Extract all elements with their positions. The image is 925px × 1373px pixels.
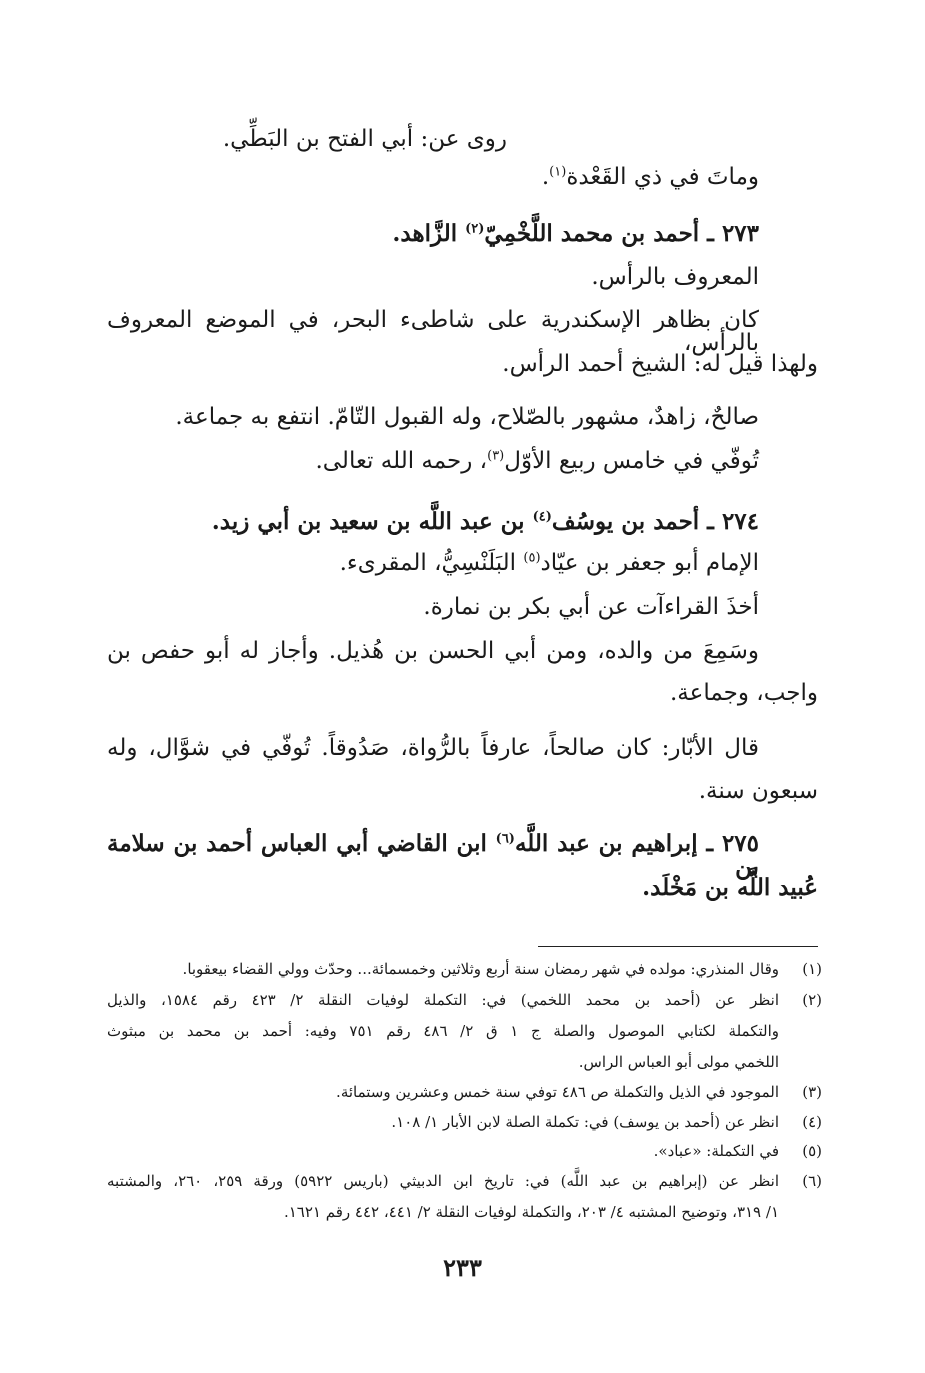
- footnote-ref: (٢): [465, 221, 485, 237]
- footnote-number: (٤): [802, 1113, 822, 1131]
- entry-heading: ٢٧٤ ـ أحمد بن يوسُف$^{(٤)}$ بن عبد اللَّه بن سعيد بن أبي زيد.: [211, 508, 759, 535]
- body-line: روى عن: أبي الفتح بن البَطِّي.: [222, 126, 507, 152]
- footnote-number: (٥): [802, 1142, 822, 1160]
- body-line: صالحٌ، زاهدٌ، مشهور بالصّلاح، وله القبول التّامّ. انتفع به جماعة.: [175, 404, 759, 430]
- entry-heading: عُبيد اللَّه بن مَخْلَد.: [642, 874, 818, 901]
- footnote-text: في التكملة: «عباد».: [653, 1142, 779, 1160]
- footnote-ref: (٤): [532, 509, 552, 525]
- body-line: تُوفّي في خامس ربيع الأوّل$^{(٣)}$، رحمه الله تعالى.: [315, 448, 759, 474]
- footnote-text: والتكملة لكتابي الموصول والصلة ج ١ ق ٢/ ٤٨٦ رقم ٧٥١ وفيه: أحمد بن محمد بن مبثوث: [107, 1022, 779, 1040]
- body-line: ولهذا قيل له: الشيخ أحمد الرأس.: [502, 351, 818, 377]
- body-line: كان بظاهر الإسكندرية على شاطىء البحر، في الموضع المعروف بالرأس،: [107, 307, 759, 356]
- footnote-text: الموجود في الذيل والتكملة ص ٤٨٦ توفي سنة خمس وعشرين وستمائة.: [336, 1083, 779, 1101]
- footnote-ref: (١): [549, 164, 567, 180]
- body-line: سبعون سنة.: [698, 778, 818, 804]
- footnote-divider: [538, 946, 818, 947]
- footnote-ref: (٦): [495, 831, 515, 847]
- footnote-text: وقال المنذري: مولده في شهر رمضان سنة أربع وثلاثين وخمسمائة... وحدّث وولي القضاء بيعقوبا.: [182, 960, 779, 978]
- entry-heading: ٢٧٥ ـ إبراهيم بن عبد اللَّه$^{(٦)}$ ابن القاضي أبي العباس أحمد بن سلامة بن: [107, 830, 759, 880]
- footnote-text: انظر عن (إبراهيم بن عبد اللَّه) في: تاريخ ابن الدبيثي (باريس ٥٩٢٢) ورقة ٢٥٩، ٢٦٠، والمشتبه: [107, 1172, 779, 1190]
- footnote-number: (٣): [802, 1083, 822, 1101]
- body-line: الإمام أبو جعفر بن عيّاد$^{(٥)}$ البَلَنْسِيُّ، المقرىء.: [339, 550, 759, 576]
- body-line: وماتَ في ذي القَعْدة$^{(١)}$.: [541, 164, 759, 190]
- footnote-text: انظر عن (أحمد بن يوسف) في: تكملة الصلة لابن الأبار ١/ ١٠٨.: [391, 1113, 779, 1131]
- entry-heading: ٢٧٣ ـ أحمد بن محمد اللَّخْمِيّ$^{(٢)}$ الزَّاهد.: [392, 220, 759, 247]
- footnote-number: (٢): [802, 991, 822, 1009]
- footnote-number: (٦): [802, 1172, 822, 1190]
- footnote-text: انظر عن (أحمد بن محمد اللخمي) في: التكملة لوفيات النقلة ٢/ ٤٢٣ رقم ١٥٨٤، والذيل: [107, 991, 779, 1009]
- body-line: واجب، وجماعة.: [669, 680, 818, 706]
- body-line: أخذَ القراءآت عن أبي بكر بن نمارة.: [423, 594, 759, 620]
- body-line: المعروف بالرأس.: [591, 264, 759, 290]
- footnote-number: (١): [802, 960, 822, 978]
- page-number: ٢٣٣: [443, 1253, 482, 1282]
- body-line: قال الأبّار: كان صالحاً، عارفاً بالرُّواة، صَدُوقاً. تُوفّي في شوَّال، وله: [107, 735, 759, 761]
- body-line: وسَمِعَ من والده، ومن أبي الحسن بن هُذيل. وأجاز له أبو حفص بن: [107, 638, 759, 664]
- footnote-ref: (٣): [487, 448, 505, 464]
- footnote-ref: (٥): [523, 550, 541, 566]
- footnote-text: ١/ ٣١٩، وتوضيح المشتبه ٤/ ٢٠٣، والتكملة لوفيات النقلة ٢/ ٤٤١، ٤٤٢ رقم ١٦٢١.: [283, 1203, 779, 1221]
- footnote-text: اللخمي مولى أبو العباس الراس.: [578, 1053, 779, 1071]
